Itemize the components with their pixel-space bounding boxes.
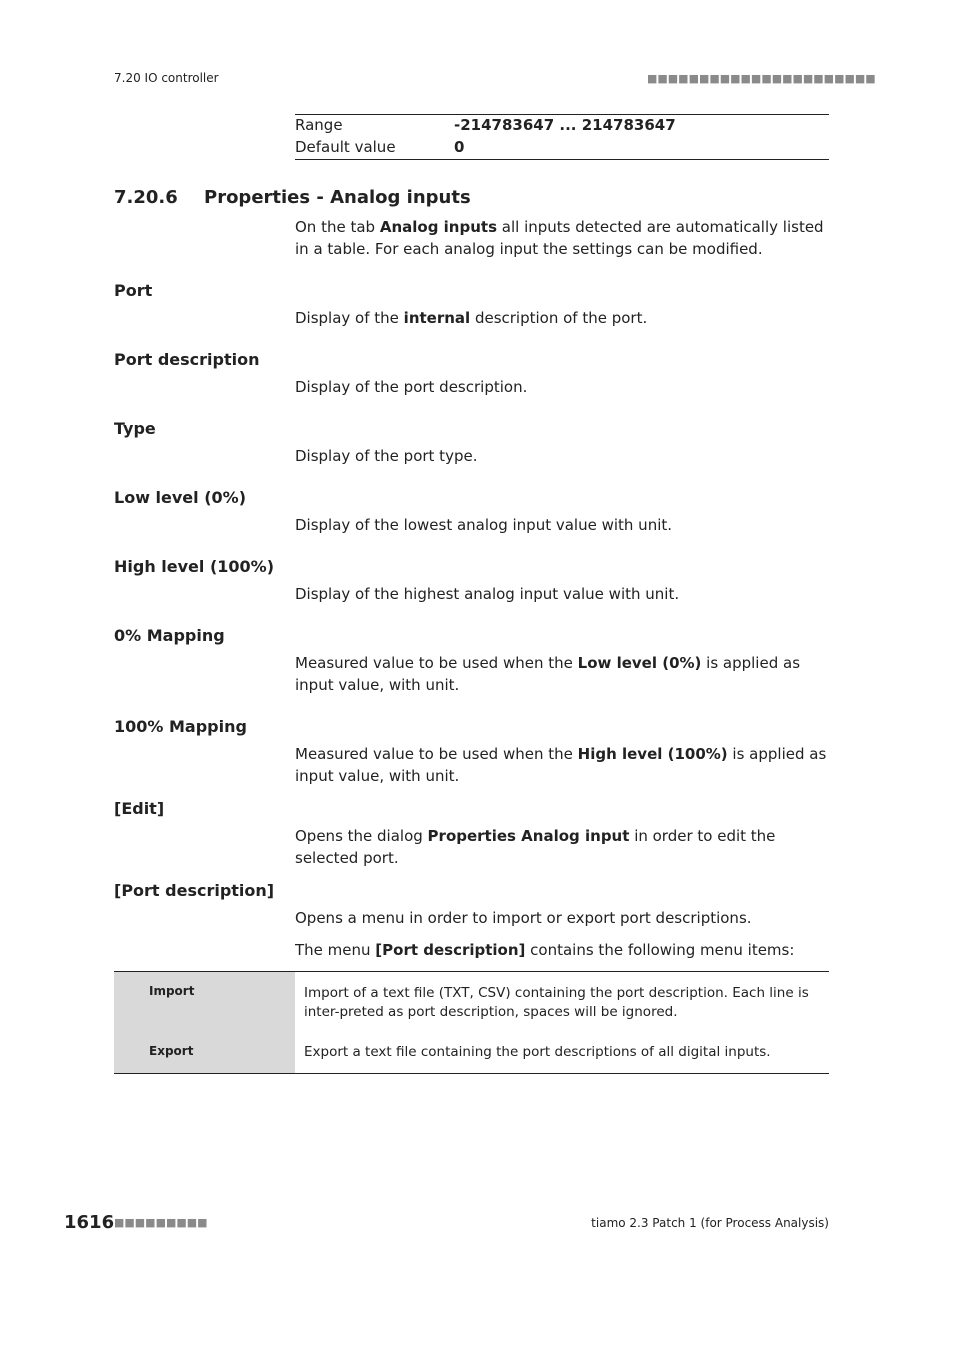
- desc-text-rest: is applied as input value, with unit.: [295, 745, 827, 785]
- menu-item-export-name: Export: [149, 1044, 194, 1058]
- desc-text-rest: is applied as input value, with unit.: [295, 654, 801, 694]
- desc-bold: Low level (0%): [577, 654, 702, 672]
- term-type-desc: Display of the port type.: [295, 447, 478, 465]
- menu-items-name-column: [114, 972, 295, 1073]
- param-value-default: 0: [454, 138, 465, 156]
- desc-bold: High level (100%): [577, 745, 728, 763]
- desc-text: Display of the: [295, 309, 404, 327]
- term-edit: [Edit]: [114, 799, 165, 818]
- term-0-mapping: 0% Mapping: [114, 626, 225, 645]
- term-type: Type: [114, 419, 156, 438]
- term-low-level: Low level (0%): [114, 488, 246, 507]
- menu-items-table: [114, 971, 829, 1074]
- section-heading: [114, 187, 471, 208]
- menu-intro: [295, 939, 829, 961]
- desc-text-rest: description of the port.: [470, 309, 648, 327]
- term-port-description-menu: [Port description]: [114, 881, 275, 900]
- page-number: 1616: [64, 1212, 115, 1233]
- desc-text: Measured value to be used when the: [295, 654, 578, 672]
- desc-bold: internal: [403, 309, 471, 327]
- param-table-top-rule: [295, 114, 829, 115]
- desc-text-rest: in order to edit the selected port.: [295, 827, 776, 867]
- footer-dots: ■■■■■■■■■: [114, 1216, 208, 1229]
- intro-text-rest: all inputs detected are automatically listed in a table. For each analog input the settings can be modified.: [295, 218, 824, 258]
- term-port-desc: [295, 307, 829, 329]
- section-number: 7.20.6: [114, 187, 178, 208]
- param-table-bottom-rule: [295, 159, 829, 160]
- menu-item-export-desc: Export a text file containing the port descriptions of all digital inputs.: [304, 1044, 771, 1060]
- term-port: Port: [114, 281, 153, 300]
- menu-intro-text-rest: contains the following menu items:: [525, 941, 795, 959]
- footer-product: tiamo 2.3 Patch 1 (for Process Analysis): [591, 1216, 829, 1230]
- term-low-level-desc: Display of the lowest analog input value with unit.: [295, 516, 673, 534]
- menu-intro-text: The menu: [295, 941, 376, 959]
- term-high-level: High level (100%): [114, 557, 275, 576]
- running-header-section: 7.20 IO controller: [114, 71, 219, 85]
- term-port-description-menu-desc: Opens a menu in order to import or export port descriptions.: [295, 909, 752, 927]
- term-port-description: Port description: [114, 350, 260, 369]
- term-100-mapping-desc: [295, 743, 829, 787]
- section-title: Properties - Analog inputs: [204, 187, 471, 208]
- term-100-mapping: 100% Mapping: [114, 717, 247, 736]
- section-intro: [295, 216, 829, 260]
- term-port-description-desc: Display of the port description.: [295, 378, 528, 396]
- term-high-level-desc: Display of the highest analog input value with unit.: [295, 585, 680, 603]
- term-edit-desc: [295, 825, 829, 869]
- desc-text: Measured value to be used when the: [295, 745, 578, 763]
- param-label-default: Default value: [295, 138, 396, 156]
- menu-intro-bold: [Port description]: [375, 941, 526, 959]
- param-value-range: -214783647 ... 214783647: [454, 116, 676, 134]
- desc-text: Opens the dialog: [295, 827, 428, 845]
- term-0-mapping-desc: [295, 652, 829, 696]
- menu-item-import-desc: Import of a text file (TXT, CSV) containing the port description. Each line is inter-preted as port description, spaces will be ignored.: [304, 985, 809, 1020]
- desc-bold: Properties Analog input: [427, 827, 630, 845]
- menu-item-import-name: Import: [149, 984, 195, 998]
- intro-bold: Analog inputs: [379, 218, 497, 236]
- param-label-range: Range: [295, 116, 343, 134]
- intro-text: On the tab: [295, 218, 380, 236]
- running-header-dots: ■■■■■■■■■■■■■■■■■■■■■■: [647, 72, 876, 85]
